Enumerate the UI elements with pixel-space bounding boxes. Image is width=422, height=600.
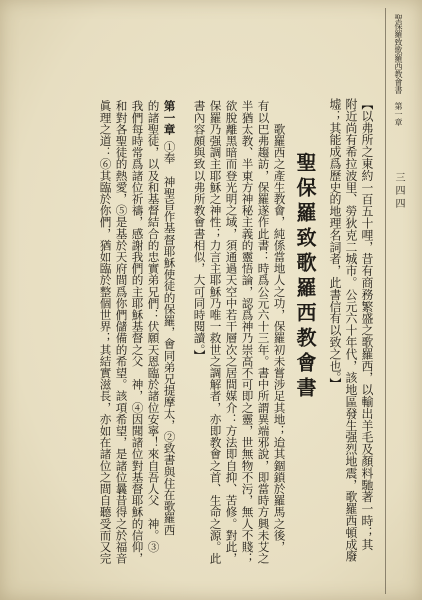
verse-text: ①奉 神聖旨作基督耶穌使徒的保羅，會同弟兄提摩太，②致書與住在歌羅西	[162, 140, 177, 536]
page-number: 三四四	[393, 172, 404, 211]
running-header	[394, 14, 402, 126]
intro-letter-line: 保羅乃强調主耶穌之神性；力言主耶穌乃唯一救世之調解者，亦即教會之首、生命之源。此	[208, 100, 223, 564]
running-title: 聖保羅致歌羅西教會書	[394, 14, 403, 94]
intro-letter-line: 書內容頗與致以弗所教會書相似，大可同時閱讀。】	[192, 100, 207, 361]
intro-letter-line: 歌羅西之產生教會，純係當地人之功，保羅初未嘗涉足其地；迨其錮鎖於羅馬之後，	[272, 100, 287, 553]
verse-line: 眞理之道：⑥其臨於你們，猶如臨於整個世界；其結實滋長，亦如在諸位之間自聽受而又完	[98, 100, 113, 564]
intro-letter-line: 有以巴弗趨訪，保羅遂作此書：時爲公元六十三年。書中所謂異端邪說，即當時方興未艾之	[256, 100, 271, 564]
book-title: 聖保羅致歌羅西教會書	[293, 152, 317, 402]
header-rule	[385, 8, 386, 594]
verse-line: 和對各聖徒的熱愛，⑤是基於天府間爲你們儲備的希望。該項希望，是諸位曩昔得之於福音	[114, 100, 129, 564]
intro-letter-line: 欲脫離黑暗而登光明之域，須通過天空中若干層次之居間媒介：方法即自抑、苦修。對此，	[224, 100, 239, 564]
intro-letter-line: 半猶太教、半東方神秘主義的靈悟論，認爲神乃崇高不可即之靈，世無物不污，無人不賤；	[240, 100, 255, 564]
intro-city-line: 墟；其能成爲歷史的地理名詞者，此書信有以致之也。】	[327, 98, 342, 390]
intro-city-line: 附近尚有希拉波里、勞狄克二城市。公元六十年代，該地區發生强烈地震，歌羅西頓成廢	[343, 98, 358, 563]
chapter-heading: 第一章	[162, 100, 177, 135]
verse-line: 的諸聖徒，以及和基督結合的忠實弟兄們：伏願天恩臨於諸位安寧！來自吾人父 神。③	[146, 100, 161, 553]
intro-city-line: 【以弗所之東約一百五十哩，昔有商務繁盛之歌羅西，以輸出羊毛及顏料馳著一時；其	[359, 98, 374, 551]
running-chapter: 第一章	[394, 102, 403, 126]
chapter-1-first-line	[163, 100, 175, 535]
verse-line: 我們每時常爲諸位祈禱，感謝我們的主耶穌基督之父 神，④因聞諸位對基督耶穌的信仰，	[130, 100, 145, 564]
